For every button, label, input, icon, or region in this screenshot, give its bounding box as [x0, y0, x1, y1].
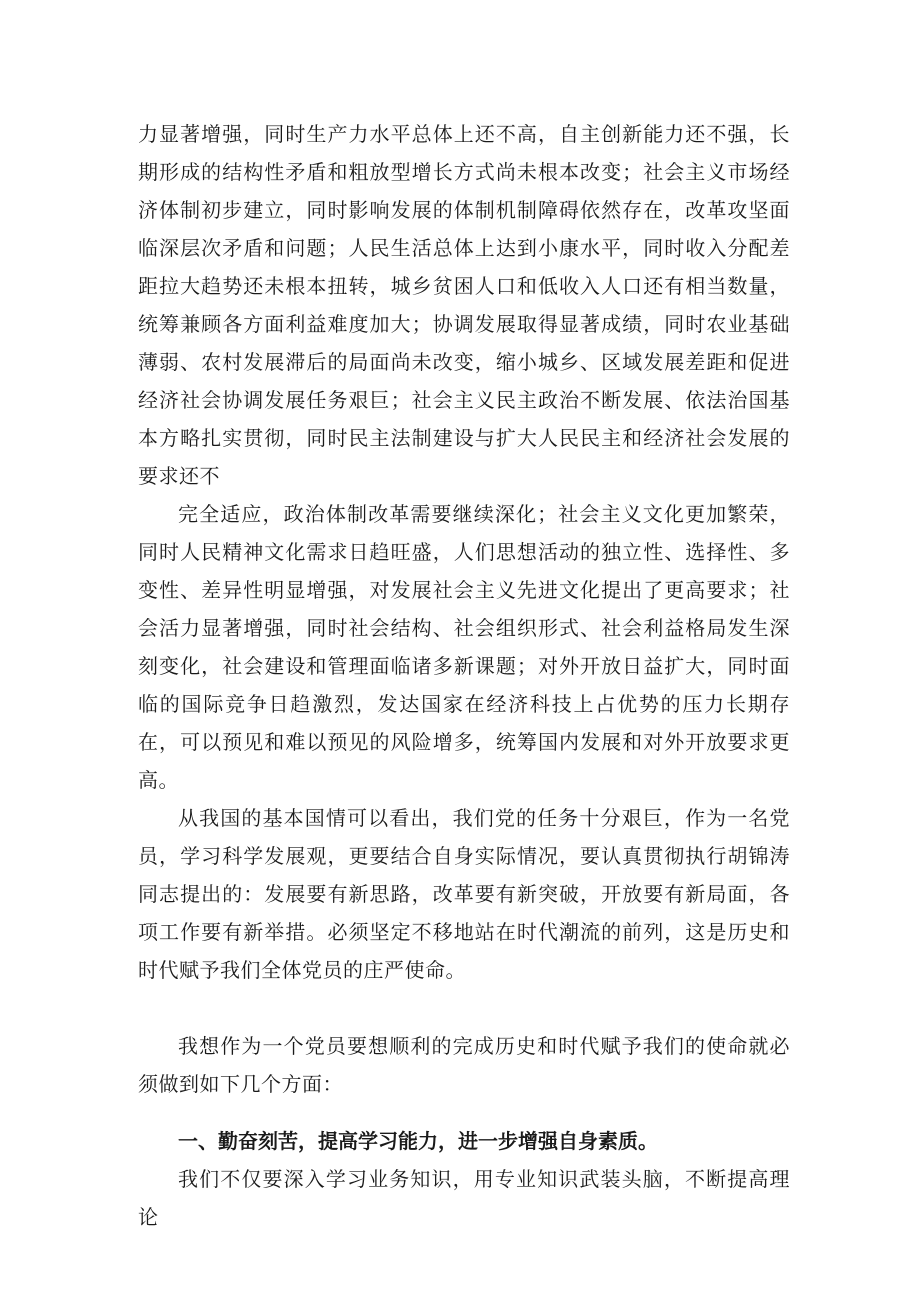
paragraph-4: 我想作为一个党员要想顺利的完成历史和时代赋予我们的使命就必须做到如下几个方面：: [138, 1034, 790, 1096]
paragraph-1: 力显著增强，同时生产力水平总体上还不高，自主创新能力还不强，长期形成的结构性矛盾和粗放型增长方式尚未根本改变；社会主义市场经济体制初步建立，同时影响发展的体制机制障碍依然存在，改革攻坚面临深层次矛盾和问题；人民生活总体上达到小康水平，同时收入分配差距拉大趋势还未根本扭转，城乡贫困人口和低收入人口还有相当数量，统筹兼顾各方面利益难度加大；协调发展取得显著成绩，同时农业基础薄弱、农村发展滞后的局面尚未改变，缩小城乡、区域发展差距和促进经济社会协调发展任务艰巨；社会主义民主政治不断发展、依法治国基本方略扎实贯彻，同时民主法制建设与扩大人民民主和经济社会发展的要求还不: [138, 122, 790, 488]
paragraph-3: 从我国的基本国情可以看出，我们党的任务十分艰巨，作为一名党员，学习科学发展观，更要结合自身实际情况，要认真贯彻执行胡锦涛同志提出的：发展要有新思路，改革要有新突破，开放要有新局面，各项工作要有新举措。必须坚定不移地站在时代潮流的前列，这是历史和时代赋予我们全体党员的庄严使命。: [138, 806, 790, 982]
paragraph-2: 完全适应，政治体制改革需要继续深化；社会主义文化更加繁荣，同时人民精神文化需求日趋旺盛，人们思想活动的独立性、选择性、多变性、差异性明显增强，对发展社会主义先进文化提出了更高要求；社会活力显著增强，同时社会结构、社会组织形式、社会利益格局发生深刻变化，社会建设和管理面临诸多新课题；对外开放日益扩大，同时面临的国际竞争日趋激烈，发达国家在经济科技上占优势的压力长期存在，可以预见和难以预见的风险增多，统筹国内发展和对外开放要求更高。: [138, 502, 790, 792]
section-heading: 一、勤奋刻苦，提高学习能力，进一步增强自身素质。: [178, 1129, 658, 1153]
paragraph-5: 我们不仅要深入学习业务知识，用专业知识武装头脑，不断提高理论: [138, 1167, 790, 1229]
